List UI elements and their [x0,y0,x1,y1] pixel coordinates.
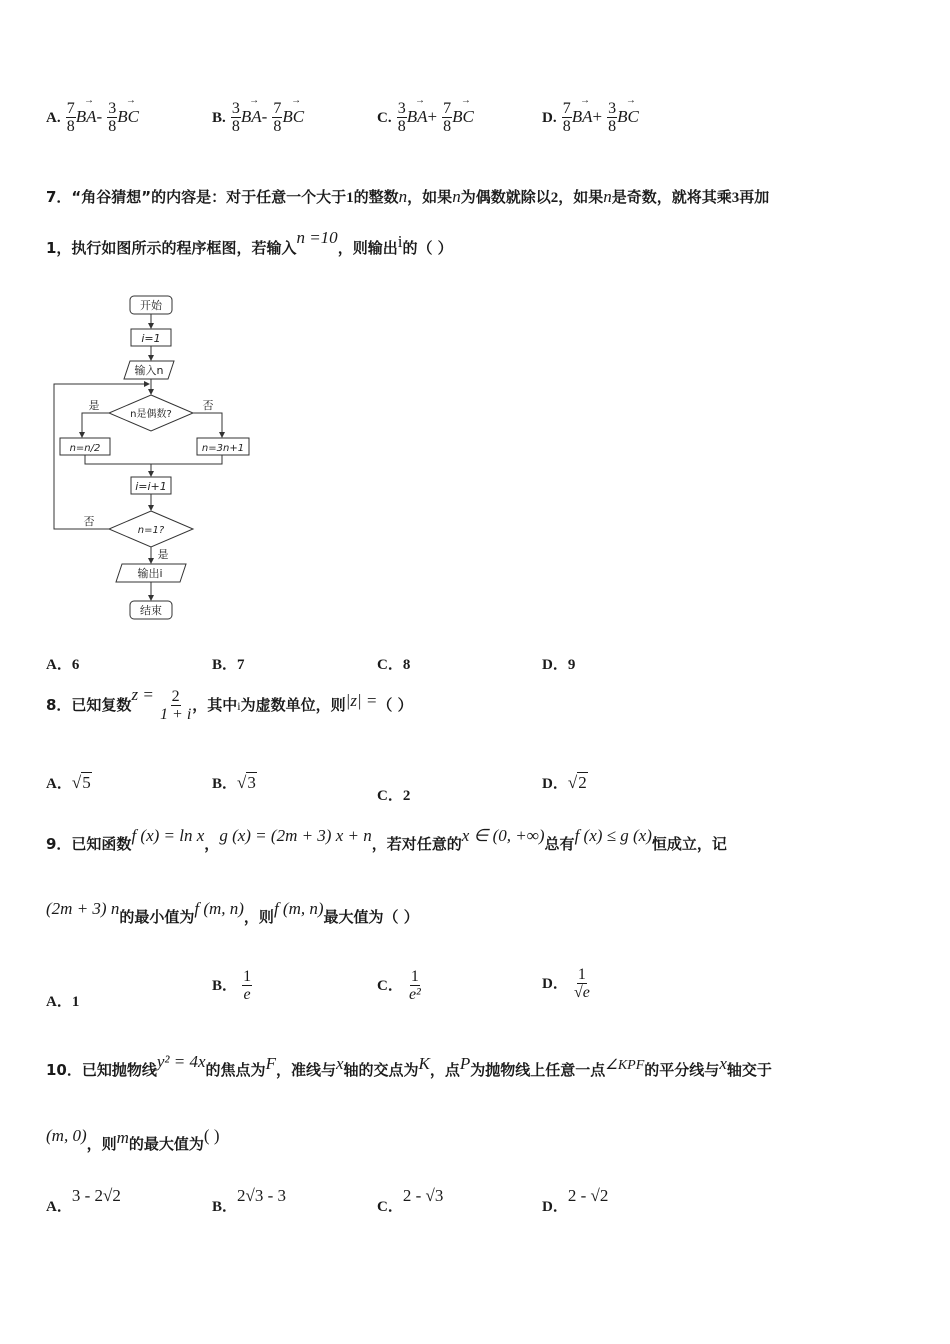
option-label: D. [542,110,557,126]
sqrt-expression: √5 [71,773,91,792]
vector-ba: → BA [241,107,262,127]
q10-option-a: A．3 - 2√2 [46,1186,121,1215]
q10-option-c: C．2 - √3 [377,1186,444,1215]
q7-option-c: C．8 [377,657,411,673]
sqrt-expression: √3 [237,773,256,792]
q10-option-b: B．2√3 - 3 [212,1186,287,1215]
q8-option-b: B．√3 [212,773,256,792]
q6-option-d: D. $\frac{7}{8}$ → BA+ $\frac{3}{8}$ → BC [542,100,639,135]
option-label: A. [46,110,61,126]
fraction: $\frac{7}{8}$ [443,100,452,135]
flow-init-text: i=1 [141,332,161,345]
fraction: $\frac{7}{8}$ [273,100,282,135]
q10-option-d: D．2 - √2 [542,1186,609,1215]
q9-option-b: B． $\frac{1}{e}$ [212,968,252,1003]
q7-option-d: D．9 [542,657,576,673]
q8-stem: 8．已知复数z = $\frac{2}{1 + i}$ ，其中i为虚数单位，则|z| =（ ） [46,685,413,723]
fraction: $\frac{3}{8}$ [108,100,117,135]
flow-yes2-text: 是 [157,548,169,561]
q9-option-a: A．1 [46,994,80,1010]
q9-line-2: (2m + 3) n的最小值为f (m, n)，则f (m, n)最大值为（ ） [46,899,419,926]
fraction: $\frac{2}{1 + i}$ [160,688,192,723]
flow-yes-text: 是 [88,399,100,412]
fraction: $\frac{1}{\text{e²}}$ [408,968,421,1003]
q8-option-c: C．2 [377,788,411,804]
sqrt-expression: √2 [567,773,587,792]
q9-line-1: 9．已知函数f (x) = ln x，g (x) = (2m + 3) x + n，若对任意的x ∈ (0, +∞)总有f (x) ≤ g (x)恒成立，记 [46,826,727,853]
q6-option-a: A. $\frac{7}{8}$ → BA- $\frac{3}{8}$ → BC [46,100,139,135]
q9-option-d: D． $\frac{1}{√e}$ [542,966,590,1001]
q7-option-b: B．7 [212,657,245,673]
flow-end-text: 结束 [140,604,162,617]
fraction: $\frac{3}{8}$ [608,100,617,135]
flow-output-text: 输出i [137,567,163,580]
q7-option-a: A．6 [46,657,80,673]
vector-ba: → BA [76,107,97,127]
flow-no-text: 否 [202,399,214,412]
flow-cond1-text: n是偶数? [130,409,172,420]
vector-bc: → BC [282,107,304,127]
option-label: B. [212,110,226,126]
q7-line-2: 1，执行如图所示的程序框图，若输入n =10，则输出i的（ ） [46,228,453,257]
vector-ba: → BA [407,107,428,127]
q7-line-1: 7．“角谷猜想”的内容是：对于任意一个大于1的整数n，如果n为偶数就除以2，如果n是奇数，就将其乘3再加 [46,187,770,206]
flow-inc-text: i=i+1 [135,480,167,493]
flow-half-text: n=n/2 [69,443,101,454]
fraction: $\frac{1}{e}$ [243,968,252,1003]
q8-option-d: D．√2 [542,773,587,792]
vector-bc: → BC [452,107,474,127]
flow-cond2-text: n=1? [137,525,165,536]
option-label: C. [377,110,392,126]
flow-triple-text: n=3n+1 [201,443,245,454]
vector-bc: → BC [617,107,639,127]
fraction: $\frac{7}{8}$ [562,100,571,135]
q6-option-c: C. $\frac{3}{8}$ → BA+ $\frac{7}{8}$ → BC [377,100,474,135]
q6-option-b: B. $\frac{3}{8}$ → BA- $\frac{7}{8}$ → BC [212,100,304,135]
flow-input-text: 输入n [134,364,164,377]
q9-option-c: C． $\frac{1}{\text{e²}}$ [377,968,421,1003]
flow-start-text: 开始 [140,299,162,312]
program-flowchart [46,290,256,625]
fraction: $\frac{3}{8}$ [397,100,406,135]
q10-line-1: 10．已知抛物线y² = 4x的焦点为F，准线与x轴的交点为K，点P为抛物线上任意一点∠KPF的平分线与x轴交于 [46,1052,772,1079]
q8-option-a: A．√5 [46,773,91,792]
fraction: $\frac{7}{8}$ [66,100,75,135]
q10-line-2: (m, 0)，则m的最大值为( ) [46,1126,220,1153]
vector-ba: → BA [572,107,593,127]
fraction: $\frac{3}{8}$ [231,100,240,135]
fraction: $\frac{1}{√e}$ [573,966,590,1001]
flow-no2-text: 否 [83,515,95,528]
vector-bc: → BC [117,107,139,127]
